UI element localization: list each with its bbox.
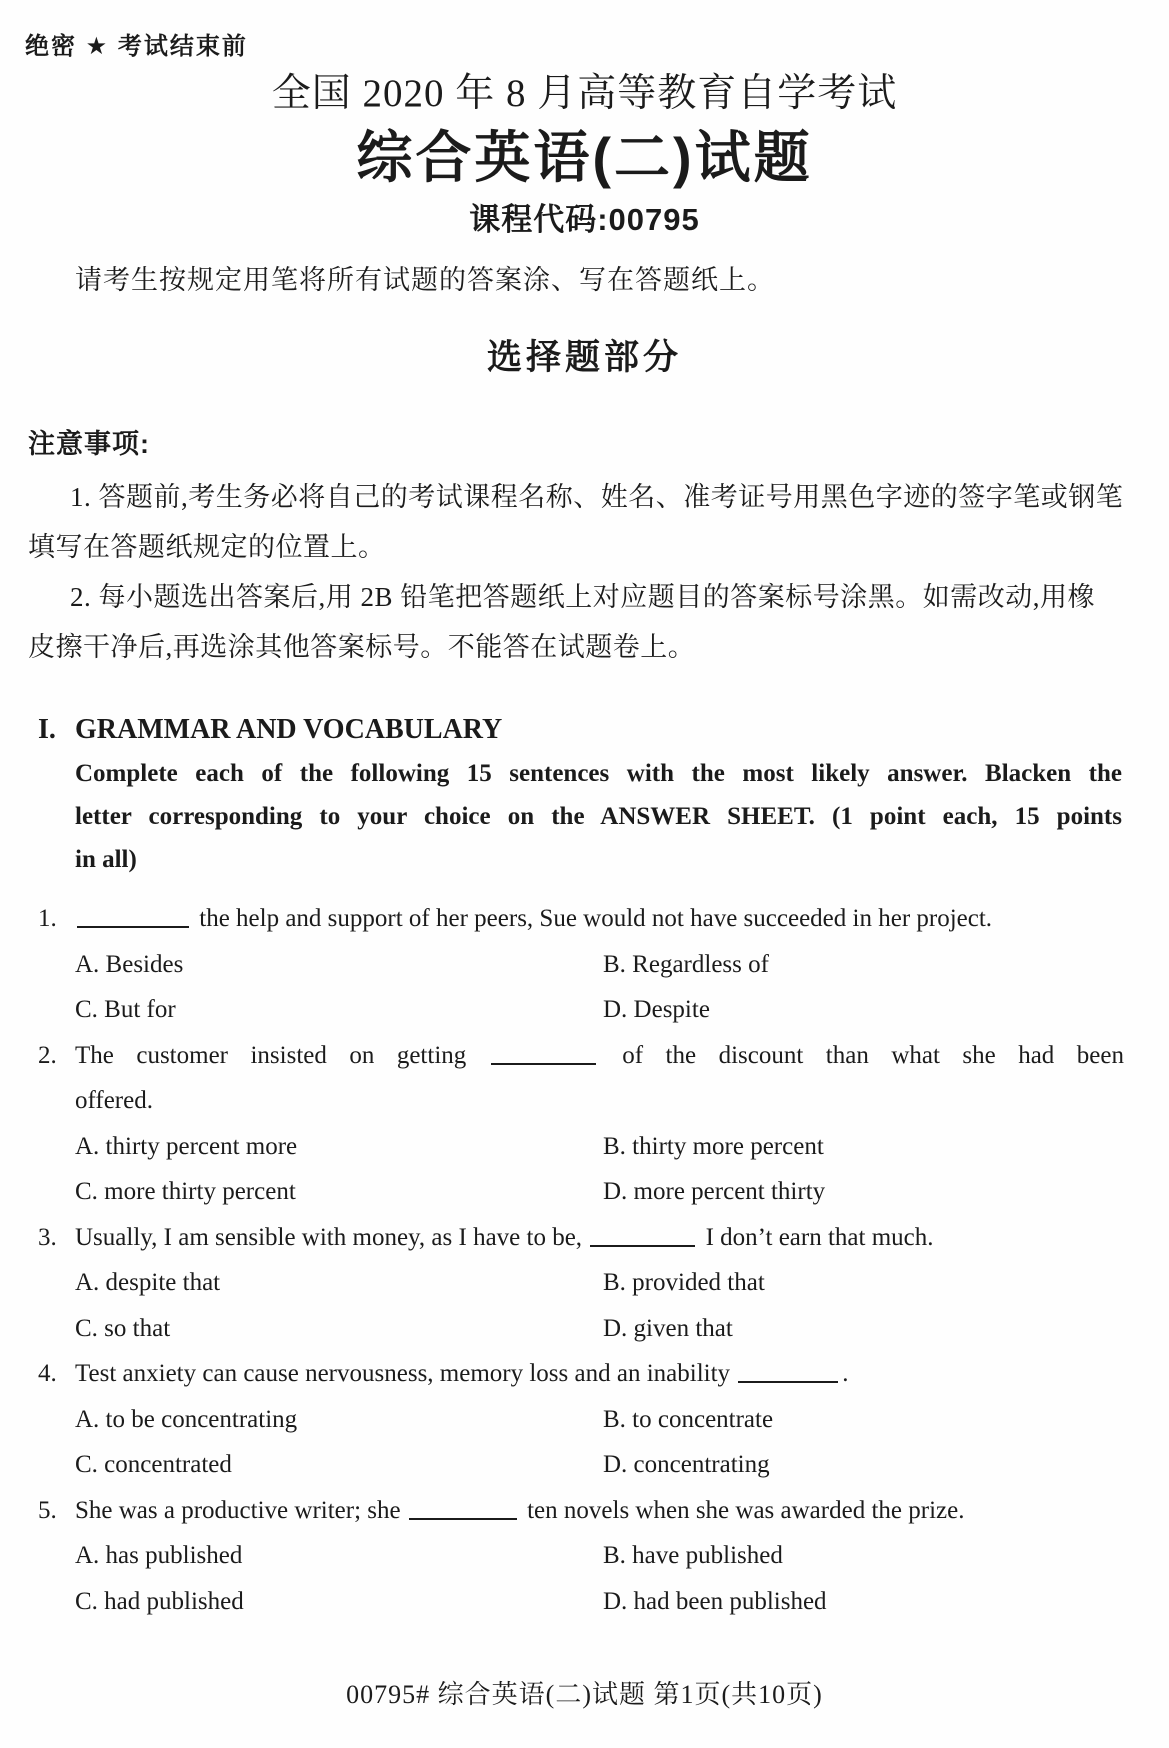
page-footer: 00795# 综合英语(二)试题 第1页(共10页) bbox=[346, 1680, 823, 1709]
option-a: A. has published bbox=[75, 1542, 243, 1569]
option-d: D. concentrating bbox=[603, 1451, 770, 1478]
option-a: A. Besides bbox=[75, 950, 184, 978]
exam-title: 全国 2020 年 8 月高等教育自学考试 bbox=[271, 72, 898, 115]
option-c: C. so that bbox=[75, 1314, 171, 1342]
notice-line: 皮擦干净后,再选涂其他答案标号。不能答在试题卷上。 bbox=[28, 632, 696, 662]
question-item bbox=[38, 896, 1124, 1033]
section-instructions bbox=[75, 752, 1122, 881]
options-grid bbox=[75, 1124, 1124, 1215]
questions-block bbox=[38, 896, 1124, 1624]
option-c: C. But for bbox=[75, 996, 176, 1023]
answer-blank bbox=[77, 926, 189, 928]
notice-block bbox=[28, 424, 1141, 672]
secrecy-label: 绝密 ★ 考试结束前 bbox=[25, 33, 248, 60]
notice-title: 注意事项: bbox=[28, 429, 150, 459]
question-number bbox=[38, 1078, 75, 1124]
question-stem: the help and support of her peers, Sue would not have succeeded in her project. bbox=[75, 896, 1124, 942]
question-item bbox=[38, 1351, 1124, 1488]
question-stem-row bbox=[38, 896, 1124, 942]
options-grid bbox=[75, 942, 1124, 1033]
notice-line: 1. 答题前,考生务必将自己的考试课程名称、姓名、准考证号用黑色字迹的签字笔或钢笔 bbox=[70, 482, 1124, 512]
notice-line: 填写在答题纸规定的位置上。 bbox=[28, 532, 386, 562]
question-stem: The customer insisted on getting of the discount than what she had been bbox=[75, 1041, 1124, 1069]
options-grid bbox=[75, 1260, 1124, 1351]
question-number: 2. bbox=[38, 1041, 57, 1069]
section-heading-row bbox=[38, 708, 1124, 752]
question-item bbox=[38, 1488, 1124, 1625]
section-number: I. bbox=[38, 714, 56, 745]
notice-line: 2. 每小题选出答案后,用 2B 铅笔把答题纸上对应题目的答案标号涂黑。如需改动,用橡 bbox=[70, 582, 1096, 612]
option-b: B. to concentrate bbox=[603, 1405, 774, 1433]
option-d: D. given that bbox=[603, 1314, 733, 1342]
instruction-line: letter corresponding to your choice on the ANSWER SHEET. (1 point each, 15 points bbox=[75, 803, 1122, 830]
option-d: D. Despite bbox=[603, 996, 710, 1023]
question-item bbox=[38, 1033, 1124, 1215]
answer-blank bbox=[491, 1063, 596, 1065]
question-stem-row bbox=[38, 1351, 1124, 1397]
option-b: B. have published bbox=[603, 1542, 783, 1569]
question-number: 5. bbox=[38, 1496, 57, 1524]
options-grid bbox=[75, 1533, 1124, 1624]
question-number: 1. bbox=[38, 905, 57, 932]
options-grid bbox=[75, 1397, 1124, 1488]
answer-blank bbox=[738, 1381, 838, 1383]
section-grammar-vocabulary bbox=[38, 708, 1124, 881]
option-a: A. to be concentrating bbox=[75, 1405, 298, 1433]
question-stem: Usually, I am sensible with money, as I have to be, I don’t earn that much. bbox=[75, 1223, 934, 1251]
multiple-choice-part-title: 选择题部分 bbox=[486, 338, 682, 377]
option-c: C. more thirty percent bbox=[75, 1178, 296, 1205]
option-d: D. more percent thirty bbox=[603, 1178, 826, 1205]
option-c: C. concentrated bbox=[75, 1451, 232, 1478]
option-a: A. thirty percent more bbox=[75, 1132, 298, 1160]
instruction-line: Complete each of the following 15 sentences with the most likely answer. Blacken the bbox=[75, 760, 1122, 787]
option-b: B. Regardless of bbox=[603, 950, 769, 978]
answer-sheet-instruction: 请考生按规定用笔将所有试题的答案涂、写在答题纸上。 bbox=[75, 265, 775, 295]
question-stem: She was a productive writer; she ten novels when she was awarded the prize. bbox=[75, 1496, 965, 1524]
option-b: B. thirty more percent bbox=[603, 1132, 824, 1160]
question-stem-row bbox=[38, 1033, 1124, 1079]
notice-lines bbox=[28, 472, 1141, 672]
answer-blank bbox=[409, 1518, 517, 1520]
section-heading: GRAMMAR AND VOCABULARY bbox=[75, 714, 503, 745]
option-a: A. despite that bbox=[75, 1269, 221, 1296]
option-c: C. had published bbox=[75, 1587, 244, 1615]
question-stem: Test anxiety can cause nervousness, memory loss and an inability . bbox=[75, 1360, 849, 1387]
question-item bbox=[38, 1215, 1124, 1352]
question-number: 3. bbox=[38, 1223, 57, 1251]
paper-title: 综合英语(二)试题 bbox=[356, 126, 813, 189]
question-stem-row bbox=[38, 1488, 1124, 1534]
instruction-line: in all) bbox=[75, 846, 137, 873]
course-code: 课程代码:00795 bbox=[469, 202, 700, 237]
question-stem: offered. bbox=[75, 1087, 153, 1114]
option-d: D. had been published bbox=[603, 1587, 827, 1615]
answer-blank bbox=[590, 1245, 695, 1247]
option-b: B. provided that bbox=[603, 1269, 765, 1296]
question-number: 4. bbox=[38, 1360, 57, 1387]
question-stem-row bbox=[38, 1078, 1124, 1124]
question-stem-row bbox=[38, 1215, 1124, 1261]
